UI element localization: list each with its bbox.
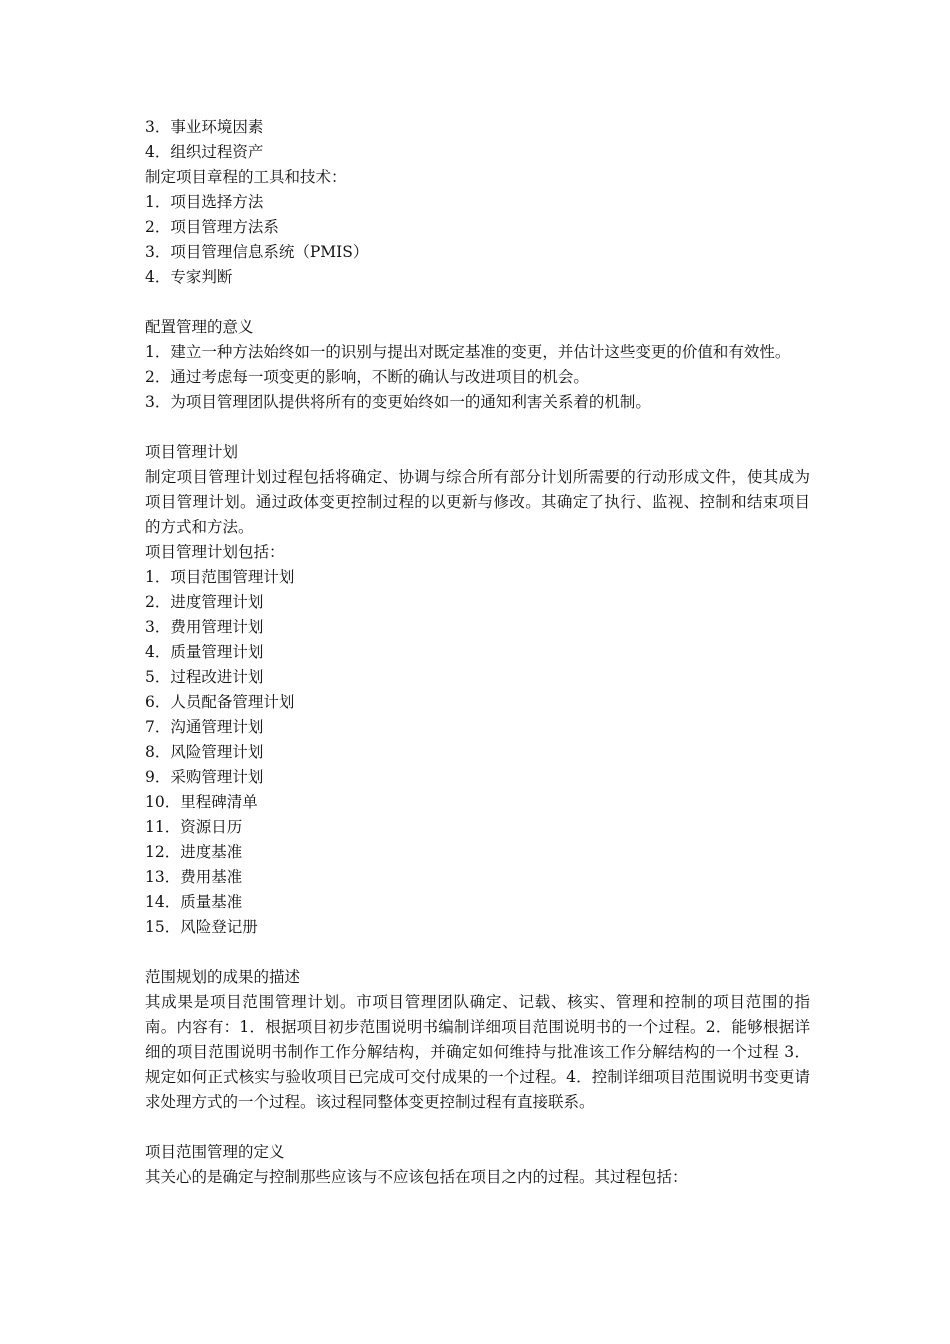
list-item: 1．项目范围管理计划	[145, 568, 295, 586]
spacer	[145, 1115, 810, 1140]
list-item: 3．为项目管理团队提供将所有的变更始终如一的通知利害关系着的机制。	[145, 393, 651, 411]
list-item: 12．进度基准	[145, 843, 243, 861]
list-item: 1．建立一种方法始终如一的识别与提出对既定基准的变更，并估计这些变更的价值和有效性。	[145, 343, 791, 361]
list-item: 10．里程碑清单	[145, 793, 258, 811]
paragraph: 制定项目管理计划过程包括将确定、协调与综合所有部分计划所需要的行动形成文件，使其成为项目管理计划。通过政体变更控制过程的以更新与修改。其确定了执行、监视、控制和结束项目的方式和方法。	[145, 468, 810, 536]
section-heading: 范围规划的成果的描述	[145, 968, 301, 986]
section-heading: 项目范围管理的定义	[145, 1143, 285, 1161]
list-item: 3．项目管理信息系统（PMIS）	[145, 243, 369, 261]
list-item: 5．过程改进计划	[145, 668, 264, 686]
spacer	[145, 415, 810, 440]
list-label: 项目管理计划包括：	[145, 543, 285, 561]
list-item: 6．人员配备管理计划	[145, 693, 295, 711]
list-item: 4．组织过程资产	[145, 143, 264, 161]
section-heading: 项目管理计划	[145, 443, 239, 461]
list-item: 4．专家判断	[145, 268, 233, 286]
spacer	[145, 290, 810, 315]
list-item: 9．采购管理计划	[145, 768, 264, 786]
paragraph: 其关心的是确定与控制那些应该与不应该包括在项目之内的过程。其过程包括：	[145, 1168, 688, 1186]
list-item: 2．进度管理计划	[145, 593, 264, 611]
document-page	[145, 115, 810, 1190]
list-item: 2．通过考虑每一项变更的影响，不断的确认与改进项目的机会。	[145, 368, 589, 386]
list-item: 2．项目管理方法系	[145, 218, 279, 236]
list-item: 13．费用基准	[145, 868, 243, 886]
list-item: 3．费用管理计划	[145, 618, 264, 636]
list-item: 3．事业环境因素	[145, 118, 264, 136]
list-item: 14．质量基准	[145, 893, 243, 911]
list-item: 8．风险管理计划	[145, 743, 264, 761]
section-heading: 制定项目章程的工具和技术：	[145, 168, 347, 186]
list-item: 11．资源日历	[145, 818, 243, 836]
paragraph: 其成果是项目范围管理计划。市项目管理团队确定、记载、核实、管理和控制的项目范围的指南。内容有：1．根据项目初步范围说明书编制详细项目范围说明书的一个过程。2．能够根据详细的项目范围说明书制作工作分解结构，并确定如何维持与批准该工作分解结构的一个过程 3．规定如何正式核实与验收项目已完成可交付成果的一个过程。4．控制详细项目范围说明书变更请求处理方式的一个过程。该过程同整体变更控制过程有直接联系。	[145, 993, 810, 1111]
list-item: 15．风险登记册	[145, 918, 258, 936]
list-item: 4．质量管理计划	[145, 643, 264, 661]
spacer	[145, 940, 810, 965]
list-item: 7．沟通管理计划	[145, 718, 264, 736]
section-heading: 配置管理的意义	[145, 318, 254, 336]
list-item: 1．项目选择方法	[145, 193, 264, 211]
